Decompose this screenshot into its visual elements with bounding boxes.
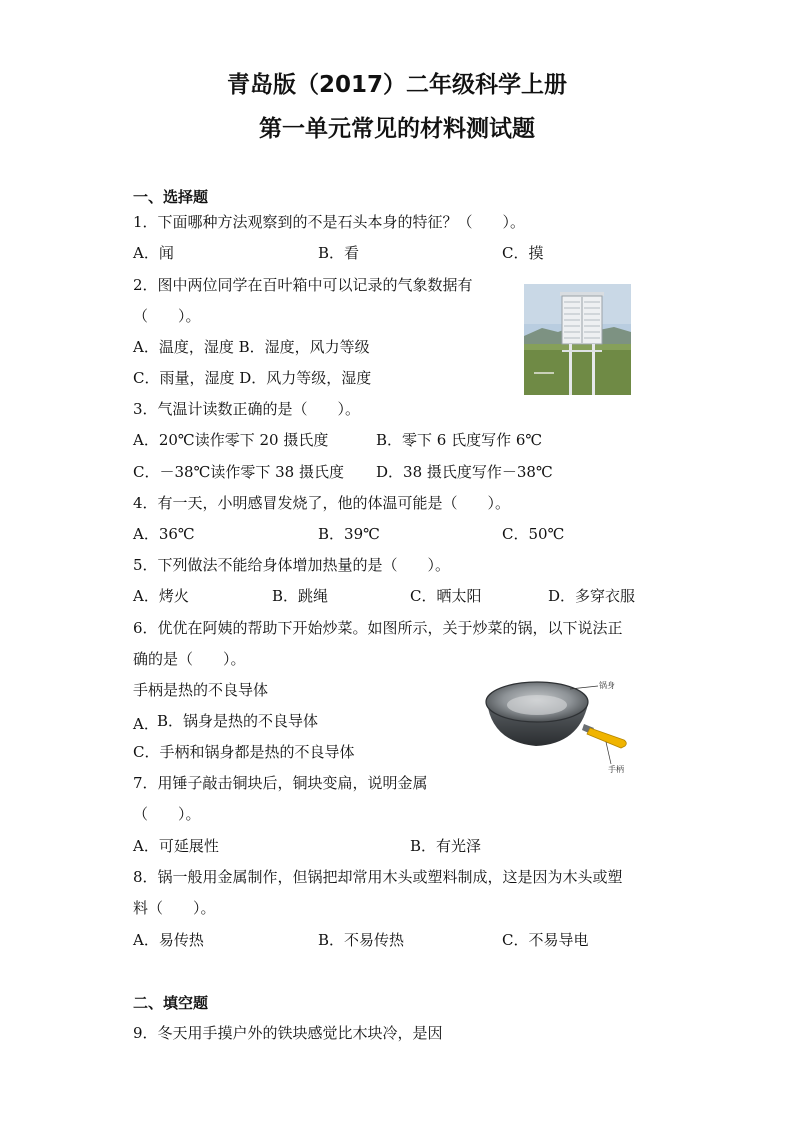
question-4-stem: 4．有一天，小明感冒发烧了，他的体温可能是（ ）。	[133, 494, 511, 512]
question-4-option-a: A．36℃	[133, 525, 195, 543]
question-8-stem: 8．锅一般用金属制作，但锅把却常用木头或塑料制成，这是因为木头或塑	[133, 868, 623, 886]
question-1-stem: 1．下面哪种方法观察到的不是石头本身的特征？（ ）。	[133, 213, 526, 231]
question-4-option-b: B．39℃	[318, 525, 380, 543]
question-8-option-c: C．不易导电	[502, 931, 589, 949]
question-2-options-ab: A．温度，湿度 B．湿度，风力等级	[133, 338, 370, 356]
page-subtitle: 第一单元常见的材料测试题	[259, 116, 535, 142]
question-3-option-c: C．－38℃读作零下 38 摄氏度	[133, 463, 344, 481]
question-2-stem: 2．图中两位同学在百叶箱中可以记录的气象数据有	[133, 276, 473, 294]
question-6-option-c: C．手柄和锅身都是热的不良导体	[133, 743, 355, 761]
question-8-option-b: B．不易传热	[318, 931, 405, 949]
question-1-option-b: B．看	[318, 244, 360, 262]
question-7-stem-cont: （ ）。	[133, 805, 201, 823]
question-9-stem: 9．冬天用手摸户外的铁块感觉比木块冷，是因	[133, 1024, 443, 1042]
wok-pan-icon	[484, 672, 644, 776]
section-heading-fill: 二、填空题	[133, 994, 209, 1012]
question-7-stem: 7．用锤子敲击铜块后，铜块变扁，说明金属	[133, 774, 428, 792]
question-2-stem-cont: （ ）。	[133, 307, 201, 325]
page-title: 青岛版（2017）二年级科学上册	[226, 72, 567, 98]
question-1-option-c: C．摸	[502, 244, 544, 262]
question-3-option-a: A．20℃读作零下 20 摄氏度	[133, 431, 329, 449]
question-8-option-a: A．易传热	[133, 931, 204, 949]
question-1-option-a: A．闻	[133, 244, 174, 262]
question-4-option-c: C．50℃	[502, 525, 565, 543]
wok-handle-label: 手柄	[608, 765, 624, 774]
question-6-option-b: B．锅身是热的不良导体	[157, 712, 319, 730]
question-3-option-d: D．38 摄氏度写作－38℃	[376, 463, 553, 481]
question-6-option-a-label: A．	[133, 715, 159, 733]
weather-box-photo-icon	[524, 284, 631, 395]
question-6-option-a-text: 手柄是热的不良导体	[133, 681, 269, 699]
question-5-option-c: C．晒太阳	[410, 587, 482, 605]
question-5-option-d: D．多穿衣服	[548, 587, 636, 605]
question-7-option-a: A．可延展性	[133, 837, 219, 855]
question-5-option-b: B．跳绳	[272, 587, 329, 605]
question-3-option-b: B．零下 6 氏度写作 6℃	[376, 431, 543, 449]
question-5-stem: 5．下列做法不能给身体增加热量的是（ ）。	[133, 556, 451, 574]
question-8-stem-cont: 料（ ）。	[133, 899, 216, 917]
question-6-stem-cont: 确的是（ ）。	[133, 650, 246, 668]
question-3-stem: 3．气温计读数正确的是（ ）。	[133, 400, 361, 418]
section-heading-choice: 一、选择题	[133, 188, 209, 206]
wok-body-label: 锅身	[599, 681, 615, 690]
question-7-option-b: B．有光泽	[410, 837, 482, 855]
question-2-options-cd: C．雨量，湿度 D．风力等级，湿度	[133, 369, 372, 387]
question-6-stem: 6．优优在阿姨的帮助下开始炒菜。如图所示，关于炒菜的锅，以下说法正	[133, 619, 623, 637]
question-5-option-a: A．烤火	[133, 587, 189, 605]
